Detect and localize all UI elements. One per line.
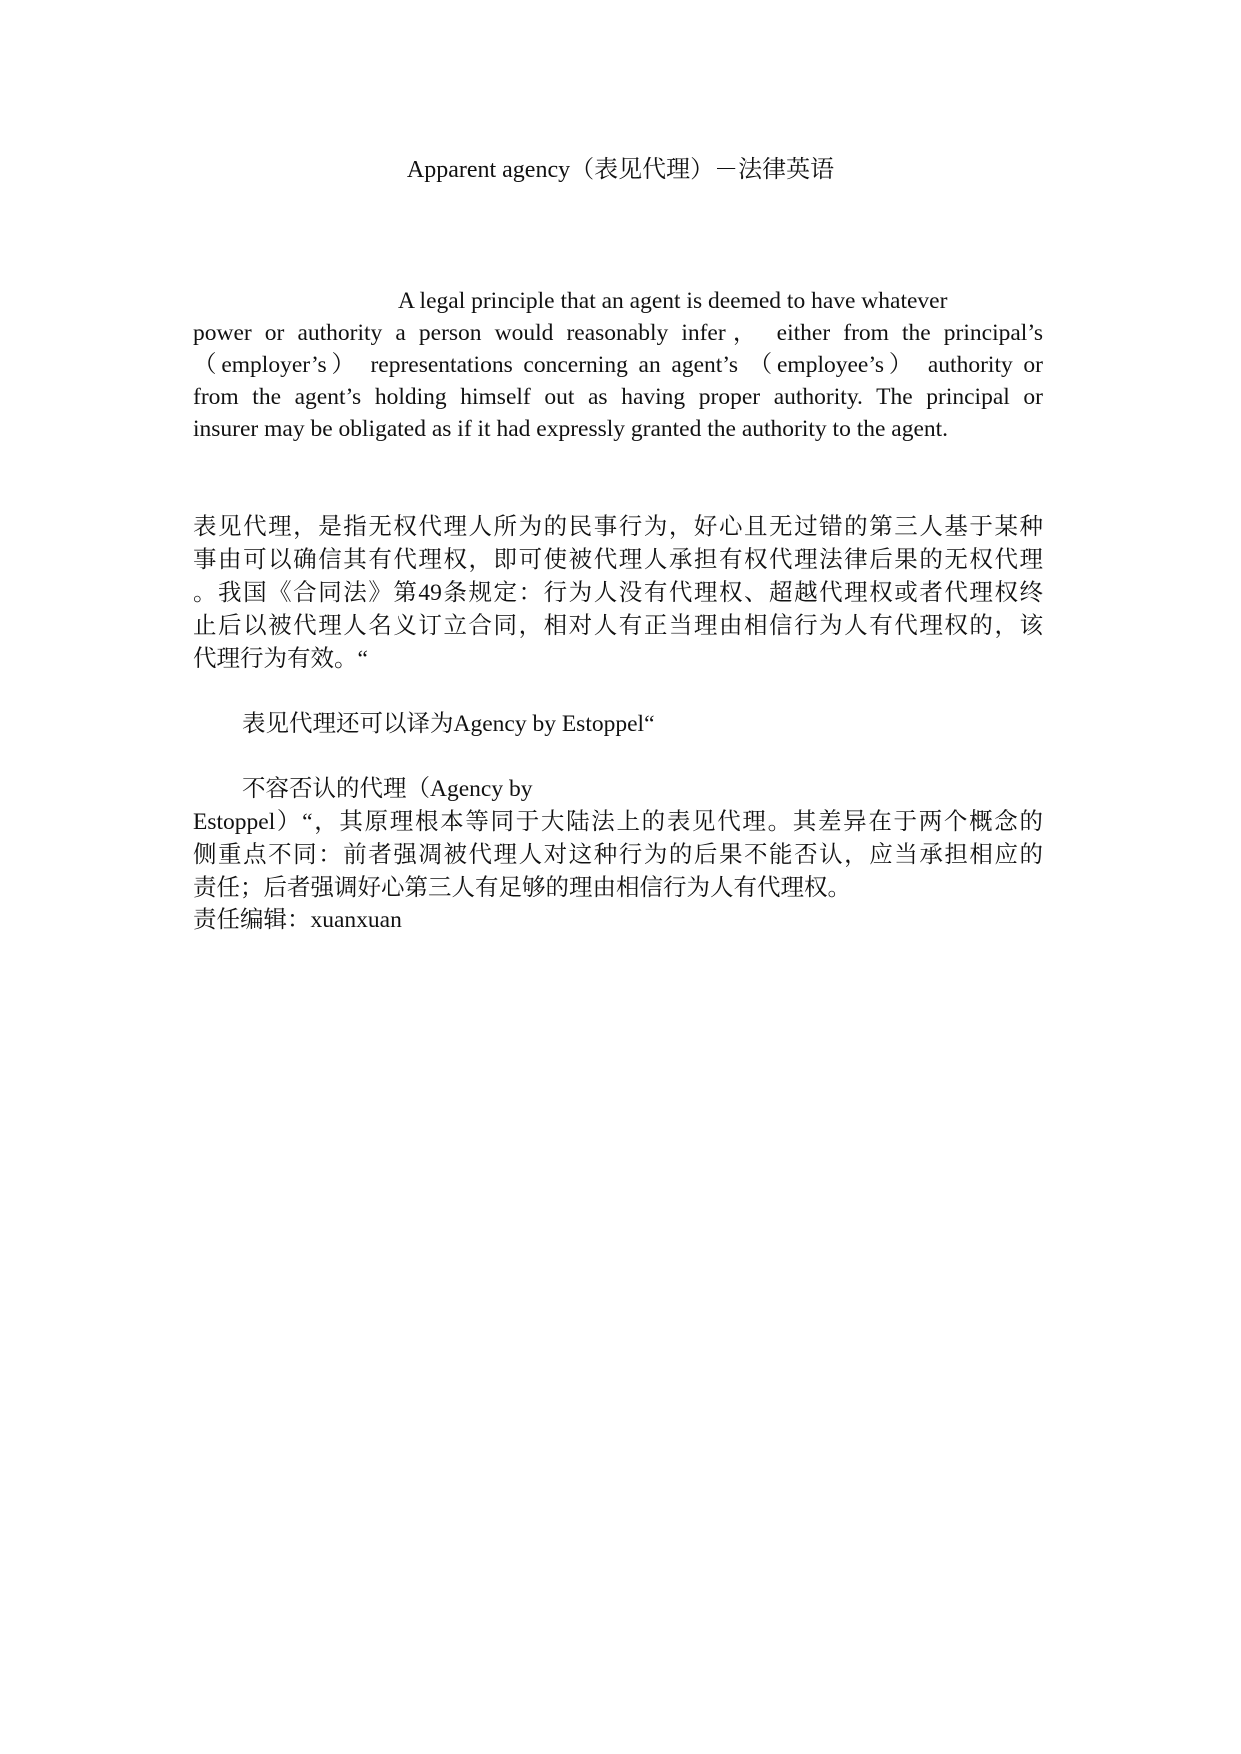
english-line-4: from the agent’s holding himself out as having proper authority. The principal or — [193, 384, 1043, 410]
english-line-5: insurer may be obligated as if it had expressly granted the authority to the agent. — [193, 416, 949, 442]
english-line-2: power or authority a person would reasonably infer， either from the principal’s — [193, 320, 1043, 346]
estoppel-line-1: 不容否认的代理（Agency by — [242, 776, 533, 802]
chinese-line-4: 止后以被代理人名义订立合同，相对人有正当理由相信行为人有代理权的，该 — [193, 613, 1043, 639]
estoppel-line-3: 侧重点不同：前者强凋被代理人对这种行为的后果不能否认，应当承担相应的 — [193, 842, 1043, 868]
translation-note: 表见代理还可以译为Agency by Estoppel“ — [242, 711, 655, 737]
document-title: Apparent agency（表见代理）－法律英语 — [406, 157, 835, 183]
english-line-3: （employer’s） representations concerning an agent’s （employee’s） authority or — [193, 352, 1043, 378]
chinese-line-1: 表见代理，是指无权代理人所为的民事行为，好心且无过错的第三人基于某种 — [193, 514, 1043, 540]
english-line-1: A legal principle that an agent is deemed to have whatever — [398, 288, 948, 314]
chinese-line-5: 代理行为有效。“ — [193, 646, 368, 672]
chinese-line-2: 事由可以确信其有代理权，即可使被代理人承担有权代理法律后果的无权代理 — [193, 547, 1043, 573]
editor-credit: 责任编辑：xuanxuan — [193, 907, 402, 933]
estoppel-line-4: 责任；后者强调好心第三人有足够的理由相信行为人有代理权。 — [193, 875, 851, 901]
chinese-line-3: 。我国《合同法》第49条规定：行为人没有代理权、超越代理权或者代理权终 — [193, 580, 1043, 606]
estoppel-line-2: Estoppel）“，其原理根本等同于大陆法上的表见代理。其差异在于两个概念的 — [193, 809, 1043, 835]
